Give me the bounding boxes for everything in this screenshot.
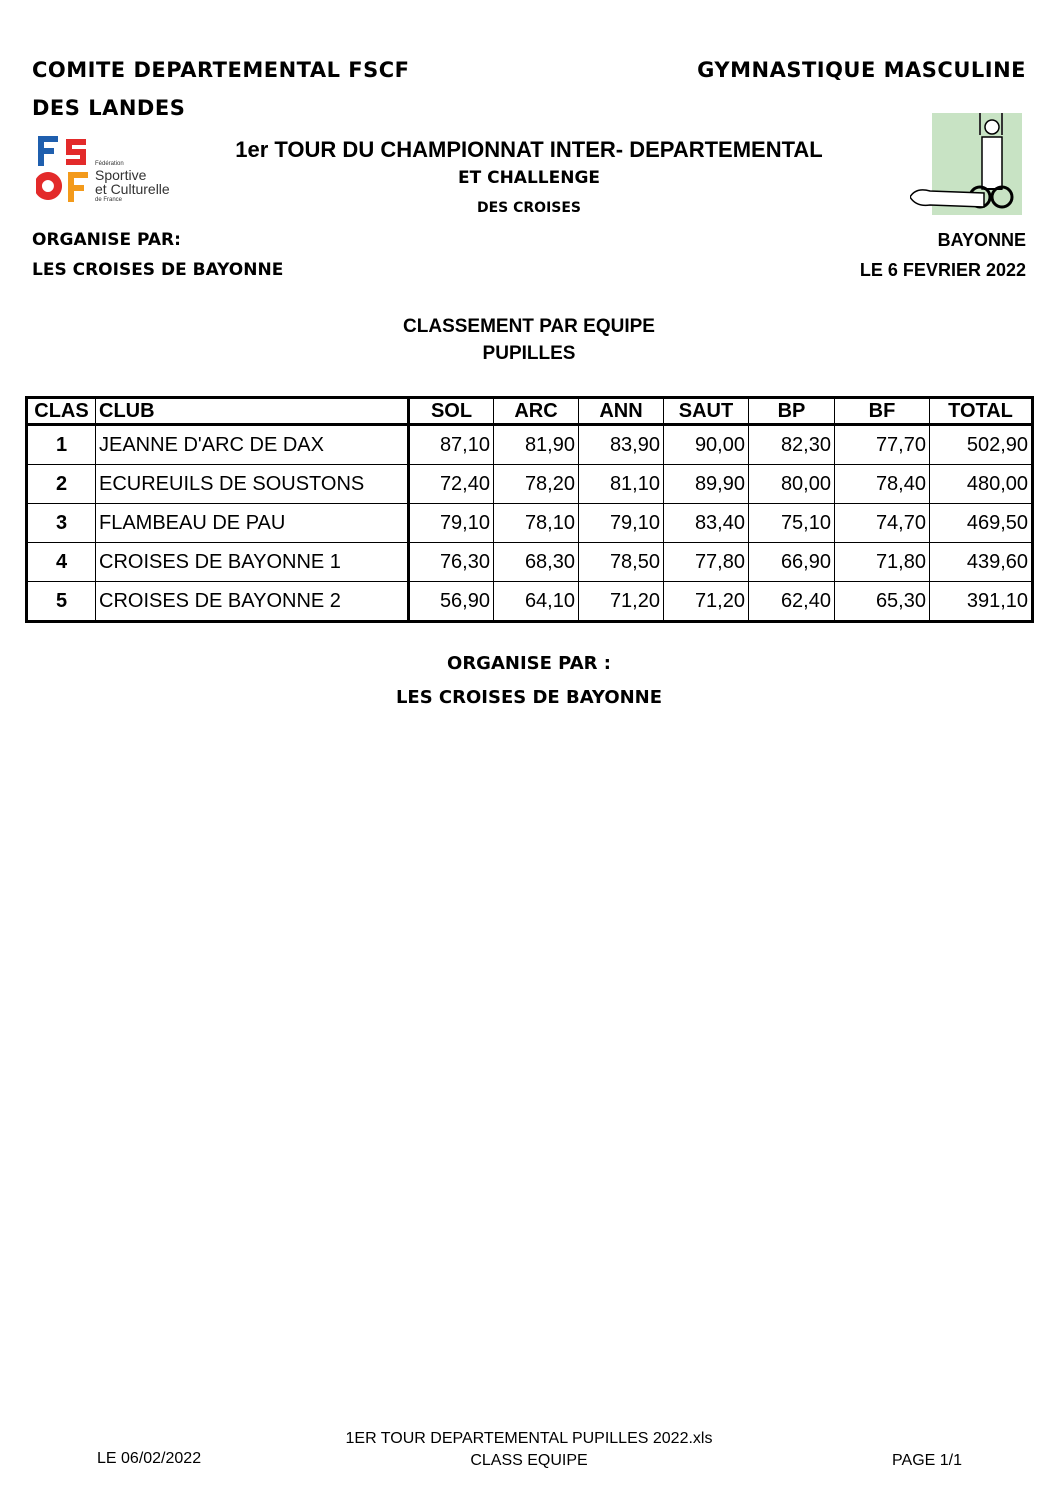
organiser-name: LES CROISES DE BAYONNE — [32, 260, 284, 280]
col-header: ANN — [579, 398, 664, 425]
bf-cell: 71,80 — [835, 543, 930, 582]
table-row — [27, 504, 1033, 543]
club-cell: FLAMBEAU DE PAU — [96, 504, 409, 543]
footer-date: LE 06/02/2022 — [97, 1450, 202, 1467]
total-cell: 480,00 — [930, 465, 1033, 504]
total-cell: 439,60 — [930, 543, 1033, 582]
club-cell: CROISES DE BAYONNE 2 — [96, 582, 409, 622]
bp-cell: 82,30 — [749, 425, 835, 465]
event-subtitle-1: ET CHALLENGE — [457, 168, 601, 188]
committee-title: COMITE DEPARTEMENTAL FSCF — [32, 58, 410, 82]
bp-cell: 66,90 — [749, 543, 835, 582]
event-subtitle-2: DES CROISES — [476, 200, 582, 216]
table-row — [27, 425, 1033, 465]
event-date: LE 6 FEVRIER 2022 — [859, 260, 1026, 280]
saut-cell: 89,90 — [664, 465, 749, 504]
col-header: SAUT — [664, 398, 749, 425]
gymnast-rings-illustration — [910, 113, 1022, 215]
table-row — [27, 582, 1033, 622]
event-title: 1er TOUR DU CHAMPIONNAT INTER- DEPARTEMENTAL — [235, 137, 823, 162]
ann-cell: 83,90 — [579, 425, 664, 465]
footer-sheet: CLASS EQUIPE — [470, 1452, 588, 1469]
bp-cell: 80,00 — [749, 465, 835, 504]
sol-cell: 72,40 — [409, 465, 494, 504]
logo-line4: de France — [95, 197, 123, 203]
arc-cell: 78,20 — [494, 465, 579, 504]
sol-cell: 76,30 — [409, 543, 494, 582]
col-header: CLUB — [96, 398, 409, 425]
saut-cell: 77,80 — [664, 543, 749, 582]
ann-cell: 78,50 — [579, 543, 664, 582]
committee-subtitle: DES LANDES — [32, 96, 186, 120]
rank-cell: 1 — [27, 425, 96, 465]
ann-cell: 81,10 — [579, 465, 664, 504]
logo-line1: Fédération — [95, 161, 124, 167]
bp-cell: 62,40 — [749, 582, 835, 622]
organiser-footer-label: ORGANISE PAR : — [447, 653, 611, 674]
table-header-row — [27, 398, 1033, 425]
rank-cell: 3 — [27, 504, 96, 543]
ann-cell: 79,10 — [579, 504, 664, 543]
logo-line3: et Culturelle — [95, 181, 170, 197]
rank-cell: 4 — [27, 543, 96, 582]
ranking-table — [25, 396, 1034, 623]
col-header: TOTAL — [930, 398, 1033, 425]
saut-cell: 90,00 — [664, 425, 749, 465]
organiser-footer-name: LES CROISES DE BAYONNE — [395, 687, 663, 708]
col-header: BF — [835, 398, 930, 425]
arc-cell: 81,90 — [494, 425, 579, 465]
arc-cell: 78,10 — [494, 504, 579, 543]
table-row — [27, 543, 1033, 582]
saut-cell: 83,40 — [664, 504, 749, 543]
bf-cell: 74,70 — [835, 504, 930, 543]
bf-cell: 77,70 — [835, 425, 930, 465]
club-cell: ECUREUILS DE SOUSTONS — [96, 465, 409, 504]
event-city: BAYONNE — [937, 230, 1026, 250]
footer-filename: 1ER TOUR DEPARTEMENTAL PUPILLES 2022.xls — [345, 1430, 713, 1447]
logo-line2: Sportive — [95, 167, 147, 183]
organiser-label: ORGANISE PAR: — [32, 230, 181, 250]
table-row — [27, 465, 1033, 504]
col-header: BP — [749, 398, 835, 425]
ranking-title: CLASSEMENT PAR EQUIPE — [403, 316, 655, 337]
footer-page: PAGE 1/1 — [892, 1452, 962, 1469]
sol-cell: 87,10 — [409, 425, 494, 465]
col-header: SOL — [409, 398, 494, 425]
rank-cell: 2 — [27, 465, 96, 504]
discipline-title: GYMNASTIQUE MASCULINE — [697, 58, 1026, 82]
col-header: ARC — [494, 398, 579, 425]
bp-cell: 75,10 — [749, 504, 835, 543]
club-cell: CROISES DE BAYONNE 1 — [96, 543, 409, 582]
ann-cell: 71,20 — [579, 582, 664, 622]
total-cell: 391,10 — [930, 582, 1033, 622]
sol-cell: 56,90 — [409, 582, 494, 622]
total-cell: 502,90 — [930, 425, 1033, 465]
club-cell: JEANNE D'ARC DE DAX — [96, 425, 409, 465]
saut-cell: 71,20 — [664, 582, 749, 622]
sol-cell: 79,10 — [409, 504, 494, 543]
total-cell: 469,50 — [930, 504, 1033, 543]
col-header: CLAS — [27, 398, 96, 425]
bf-cell: 65,30 — [835, 582, 930, 622]
arc-cell: 68,30 — [494, 543, 579, 582]
rank-cell: 5 — [27, 582, 96, 622]
bf-cell: 78,40 — [835, 465, 930, 504]
ranking-category: PUPILLES — [482, 343, 576, 364]
arc-cell: 64,10 — [494, 582, 579, 622]
